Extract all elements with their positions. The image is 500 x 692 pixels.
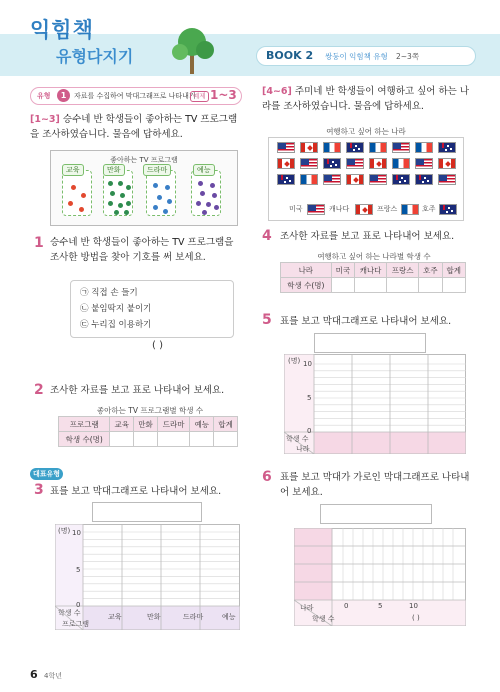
q2-header-cartoon: 만화: [134, 417, 158, 432]
tv-label-variety: 예능: [193, 164, 215, 176]
q6-tick-5: 5: [378, 602, 383, 610]
q6-axis-student: 학생 수: [312, 615, 335, 623]
q1-text: 승수네 반 학생들이 좋아하는 TV 프로그램을 조사한 방법을 찾아 기호를 써 보세요.: [50, 237, 234, 263]
q2-header-total: 합계: [214, 417, 238, 432]
q4-text: 조사한 자료를 보고 표로 나타내어 보세요.: [280, 231, 455, 242]
q4-header-total: 합계: [442, 263, 465, 278]
q3-axis-program: 프로그램: [62, 620, 90, 628]
legend-canada-flag: [355, 204, 373, 215]
q1-answer-blank[interactable]: ( ): [152, 340, 163, 351]
book-pages: 2~3쪽: [396, 52, 420, 61]
right-intro-text: 주미네 반 학생들이 여행하고 싶어 하는 나라를 조사하였습니다. 물음에 답하세요.: [262, 86, 470, 112]
tv-column-drama: [146, 170, 176, 216]
type-number: 1: [57, 89, 70, 102]
q1-option-b: ㉡ 붙임딱지 붙이기: [80, 304, 152, 314]
tv-column-variety: [191, 170, 221, 216]
legend-france: 프랑스: [377, 205, 398, 213]
q2-number: 2: [34, 382, 44, 398]
q3-cat-education: 교육: [108, 613, 122, 621]
q2-cell[interactable]: [134, 432, 158, 447]
q4-cell[interactable]: [442, 278, 465, 293]
tv-column-education: [62, 170, 92, 216]
q2-header-education: 교육: [110, 417, 134, 432]
q5-unit: (명): [288, 357, 301, 365]
book-label: BOOK 2: [266, 49, 314, 62]
q3-unit: (명): [58, 527, 71, 535]
right-intro-ref: [4~6]: [262, 86, 292, 97]
q6-axis-country: 나라: [300, 604, 314, 612]
representative-badge: 대표유형: [30, 468, 63, 480]
q2-header-variety: 예능: [190, 417, 214, 432]
example-range: 1~3: [210, 88, 237, 102]
q2-table-caption: 좋아하는 TV 프로그램별 학생 수: [96, 406, 204, 415]
q2-cell[interactable]: [110, 432, 134, 447]
legend-usa-flag: [307, 204, 325, 215]
q5-chart-grid[interactable]: [284, 354, 466, 454]
q2-header-drama: 드라마: [157, 417, 190, 432]
q5-chart-title-blank[interactable]: [314, 333, 426, 353]
q4-header-country: 나라: [281, 263, 332, 278]
flag-survey-box: [268, 137, 464, 221]
left-intro: [30, 112, 245, 142]
q5-tick-0: 0: [307, 427, 312, 435]
q3-axis-student: 학생 수: [58, 609, 81, 617]
q6-chart-title-blank[interactable]: [320, 504, 432, 524]
q4-header-france: 프랑스: [387, 263, 419, 278]
tv-label-education: 교육: [62, 164, 84, 176]
tv-label-drama: 드라마: [143, 164, 171, 176]
q4-header-australia: 호주: [419, 263, 442, 278]
q4-cell[interactable]: [419, 278, 442, 293]
tv-survey-title: 좋아하는 TV 프로그램: [110, 156, 178, 164]
legend-usa: 미국: [289, 205, 303, 213]
legend-france-flag: [401, 204, 419, 215]
type-label: 유형: [37, 92, 51, 100]
q6-chart-grid[interactable]: [294, 528, 466, 626]
q5-axis-student: 학생 수: [286, 435, 309, 443]
header-title: 익힘책: [30, 18, 94, 42]
tv-column-cartoon: [103, 170, 133, 216]
q2-row-label: 학생 수(명): [59, 432, 110, 447]
q1-option-a: ㉠ 직접 손 들기: [80, 288, 138, 298]
q2-cell[interactable]: [157, 432, 190, 447]
q3-number: 3: [34, 482, 44, 498]
left-intro-text: 승수네 반 학생들이 좋아하는 TV 프로그램을 조사하였습니다. 물음에 답하세요.: [30, 114, 238, 140]
q3-tick-5: 5: [76, 566, 81, 574]
page-number: 6: [30, 668, 38, 681]
flag-survey-title: 여행하고 싶어 하는 나라: [326, 127, 406, 136]
q2-cell[interactable]: [214, 432, 238, 447]
q2-header-program: 프로그램: [59, 417, 110, 432]
q4-cell[interactable]: [387, 278, 419, 293]
grade-label: 4학년: [44, 672, 62, 680]
q4-header-canada: 캐나다: [355, 263, 387, 278]
q5-text: 표를 보고 막대그래프로 나타내어 보세요.: [280, 316, 452, 327]
q5-tick-5: 5: [307, 394, 312, 402]
q6-tick-0: 0: [344, 602, 349, 610]
tree-icon: [168, 20, 218, 76]
q3-cat-drama: 드라마: [183, 613, 204, 621]
q2-text: 조사한 자료를 보고 표로 나타내어 보세요.: [50, 385, 225, 396]
example-label: 예제: [190, 91, 209, 102]
legend-australia: 호주: [422, 205, 436, 213]
q6-unit-blank[interactable]: ( ): [412, 614, 420, 622]
q2-table: [58, 416, 238, 447]
book-subtitle: 쌍둥이 익힘책 유형: [325, 52, 388, 61]
q3-tick-0: 0: [76, 601, 81, 609]
legend-australia-flag: [439, 204, 457, 215]
q4-row-label: 학생 수(명): [281, 278, 332, 293]
q5-number: 5: [262, 312, 272, 328]
q6-number: 6: [262, 469, 272, 485]
q4-cell[interactable]: [355, 278, 387, 293]
right-intro: [262, 84, 474, 114]
q3-chart-title-blank[interactable]: [92, 502, 202, 522]
q4-header-usa: 미국: [331, 263, 354, 278]
q6-text: 표를 보고 막대가 가로인 막대그래프로 나타내어 보세요.: [280, 472, 470, 498]
q3-cat-cartoon: 만화: [147, 613, 161, 621]
q4-table: [280, 262, 466, 293]
tv-label-cartoon: 만화: [103, 164, 125, 176]
q1-number: 1: [34, 235, 44, 251]
header-subtitle: 유형다지기: [56, 47, 134, 66]
q4-number: 4: [262, 228, 272, 244]
left-intro-ref: [1~3]: [30, 114, 60, 125]
q4-cell[interactable]: [331, 278, 354, 293]
q1-option-c: ㉢ 누리집 이용하기: [80, 320, 152, 330]
q3-text: 표를 보고 막대그래프로 나타내어 보세요.: [50, 486, 222, 497]
legend-canada: 캐나다: [329, 205, 350, 213]
q3-tick-10: 10: [72, 529, 81, 537]
q3-cat-variety: 예능: [222, 613, 236, 621]
q5-axis-country: 나라: [296, 445, 310, 453]
q2-cell[interactable]: [190, 432, 214, 447]
q4-table-caption: 여행하고 싶어 하는 나라별 학생 수: [317, 252, 431, 261]
type-text: 자료를 수집하여 막대그래프로 나타내기: [74, 92, 196, 100]
q6-tick-10: 10: [409, 602, 418, 610]
q5-tick-10: 10: [303, 360, 312, 368]
